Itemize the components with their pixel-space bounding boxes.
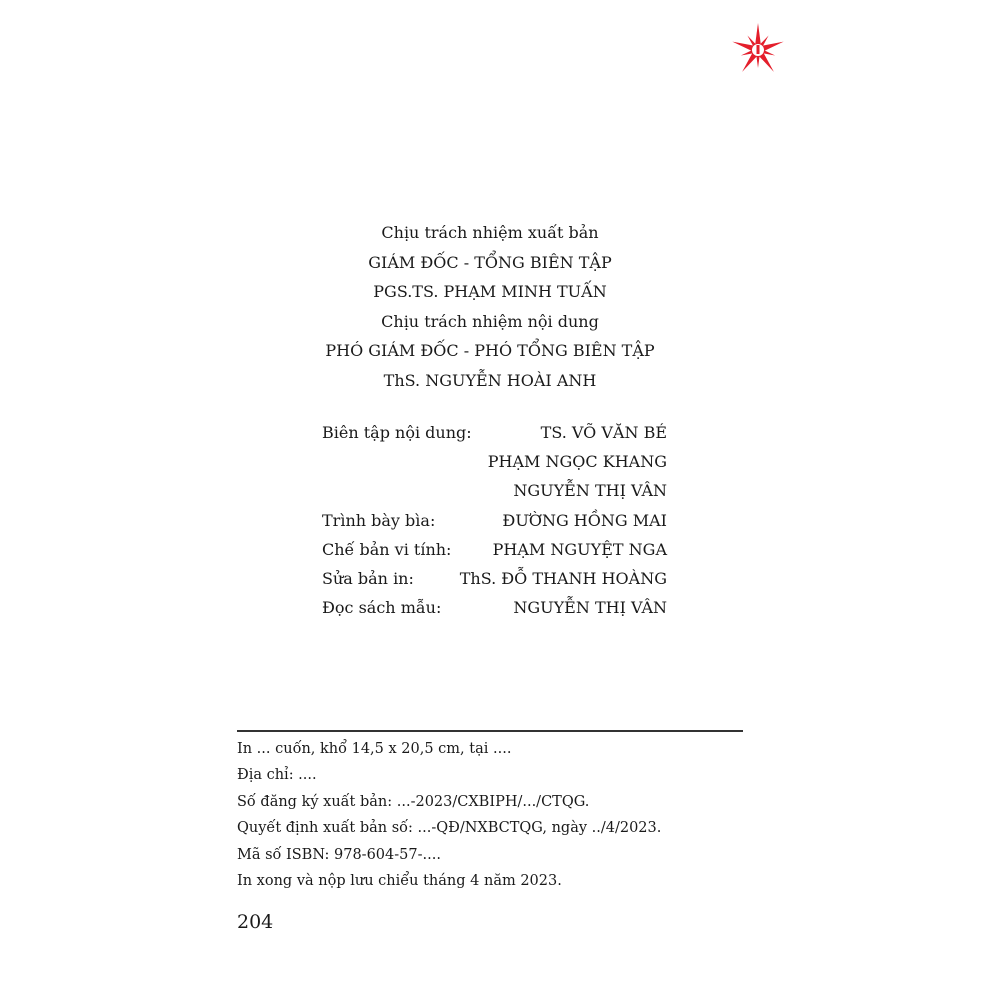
imprint-line: Mã số ISBN: 978-604-57-.... [237, 846, 441, 863]
staff-row [322, 593, 667, 622]
staff-name: TS. VÕ VĂN BÉ [540, 423, 667, 442]
publishing-credits [0, 218, 980, 395]
imprint-line: Quyết định xuất bản số: ...-QĐ/NXBCTQG, ngày ../4/2023. [237, 820, 662, 837]
staff-role: Trình bày bìa: [322, 510, 436, 530]
imprint-line: In xong và nộp lưu chiểu tháng 4 năm 2023. [237, 872, 562, 889]
staff-row [322, 447, 667, 476]
publisher-star-logo [729, 22, 787, 78]
page-number: 204 [237, 911, 274, 933]
staff-row [322, 418, 667, 447]
imprint-line: Số đăng ký xuất bản: ...-2023/CXBIPH/.../CTQG. [237, 793, 590, 810]
staff-name: NGUYỄN THỊ VÂN [513, 481, 667, 501]
staff-name: ĐƯỜNG HỒNG MAI [502, 510, 667, 530]
staff-name: ThS. ĐỖ THANH HOÀNG [459, 568, 667, 588]
imprint-divider [237, 730, 743, 732]
credit-line: PGS.TS. PHẠM MINH TUẤN [373, 282, 607, 301]
staff-role: Sửa bản in: [322, 568, 414, 588]
imprint-line: In ... cuốn, khổ 14,5 x 20,5 cm, tại .... [237, 741, 512, 757]
staff-row [322, 564, 667, 593]
staff-row [322, 535, 667, 564]
credit-line: Chịu trách nhiệm nội dung [381, 311, 599, 331]
credit-line: ThS. NGUYỄN HOÀI ANH [383, 370, 597, 390]
credit-line: GIÁM ĐỐC - TỔNG BIÊN TẬP [368, 252, 612, 272]
staff-role: Chế bản vi tính: [322, 539, 452, 559]
staff-role: Đọc sách mẫu: [322, 598, 442, 618]
staff-name: PHẠM NGỌC KHANG [487, 452, 667, 472]
staff-row [322, 476, 667, 505]
staff-role: Biên tập nội dung: [322, 423, 472, 442]
credit-line: PHÓ GIÁM ĐỐC - PHÓ TỔNG BIÊN TẬP [325, 341, 655, 360]
credit-line: Chịu trách nhiệm xuất bản [381, 223, 599, 242]
imprint-line: Địa chỉ: .... [237, 767, 317, 784]
staff-row [322, 506, 667, 535]
editorial-staff-list [322, 418, 667, 622]
imprint-block [237, 736, 661, 894]
staff-name: PHẠM NGUYỆT NGA [492, 539, 667, 559]
staff-name: NGUYỄN THỊ VÂN [513, 598, 667, 618]
